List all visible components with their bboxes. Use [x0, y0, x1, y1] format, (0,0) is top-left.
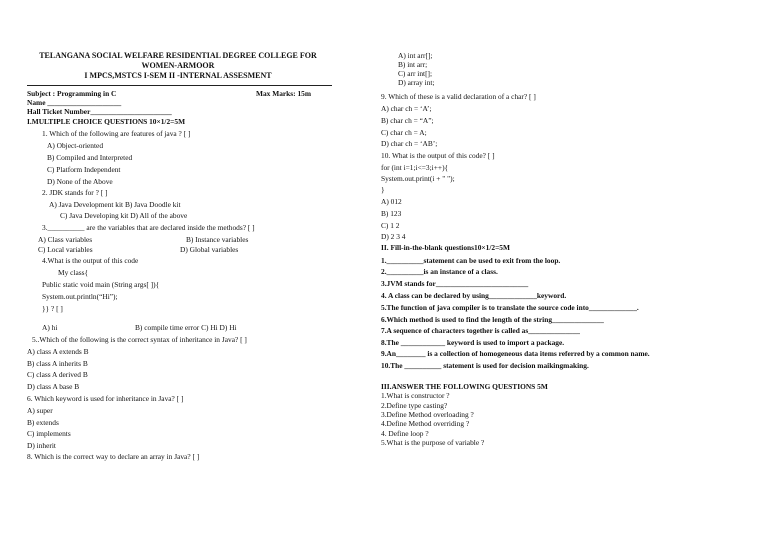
section-1-heading: I.MULTIPLE CHOICE QUESTIONS 10×1/2=5M [27, 117, 186, 126]
q4-code-line-1: My class{ [58, 268, 89, 277]
college-title-cont: WOMEN-ARMOOR [141, 61, 215, 70]
q10-option-c: C) 1 2 [381, 221, 400, 230]
fill-blank-5: 5.The function of java compiler is to translate the source code into_____________. [381, 303, 639, 312]
exam-title: I MPCS,MSTCS I-SEM II -INTERNAL ASSESMENT [84, 71, 272, 80]
q10-option-d: D) 2 3 4 [381, 232, 406, 241]
q9-option-a: A) char ch = ‘A’; [381, 104, 432, 113]
q10-option-b: B) 123 [381, 209, 402, 218]
section-3-heading: III.ANSWER THE FOLLOWING QUESTIONS 5M [381, 382, 548, 391]
q2-options-cd: C) Java Developing kit D) All of the above [60, 211, 188, 220]
short-question-4b: 4. Define loop ? [381, 429, 429, 438]
short-question-2: 2.Define type casting? [381, 401, 448, 410]
q9-option-b: B) char ch = “A”; [381, 116, 434, 125]
q4-code-line-3: System.out.println(“Hi”); [42, 292, 118, 301]
q1-option-d: D) None of the Above [47, 177, 113, 186]
q9-option-c: C) char ch = A; [381, 128, 427, 137]
q6-option-b: B) extends [27, 418, 59, 427]
question-1: 1. Which of the following are features of java ? [ ] [42, 129, 191, 138]
q10-code-line-2: System.out.print(i + " "); [381, 174, 455, 183]
fill-blank-3: 3.JVM stands for_________________________ [381, 279, 529, 288]
header-divider [27, 85, 332, 86]
q4-code-line-4: }} ? [ ] [42, 304, 63, 313]
fill-blank-1: 1.__________statement can be used to exit from the loop. [381, 256, 561, 265]
q8-option-a: A) int arr[]; [398, 51, 433, 60]
q3-option-b: B) Instance variables [186, 235, 249, 244]
q5-option-b: B) class A inherits B [27, 359, 88, 368]
question-4: 4.What is the output of this code [42, 256, 139, 265]
question-10: 10. What is the output of this code? [ ] [381, 151, 495, 160]
q8-option-d: D) array int; [398, 78, 435, 87]
q4-option-a: A) hi [42, 323, 58, 332]
q10-option-a: A) 012 [381, 197, 402, 206]
q6-option-c: C) implements [27, 429, 71, 438]
subject-label: Subject : Programming in C [27, 89, 117, 98]
q10-code-line-3: } [381, 185, 385, 194]
q6-option-a: A) super [27, 406, 53, 415]
fill-blank-7: 7.A sequence of characters together is called as______________ [381, 326, 580, 335]
college-title: TELANGANA SOCIAL WELFARE RESIDENTIAL DEGREE COLLEGE FOR [39, 51, 317, 60]
q2-options-ab: A) Java Development kit B) Java Doodle kit [49, 200, 181, 209]
question-5: 5..Which of the following is the correct syntax of inheritance in Java? [ ] [32, 335, 247, 344]
fill-blank-10: 10.The __________ statement is used for decision maikingmaking. [381, 361, 589, 370]
q5-option-d: D) class A base B [27, 382, 80, 391]
fill-blank-6: 6.Which method is used to find the length of the string______________ [381, 315, 604, 324]
hall-ticket-field: Hall Ticket Number______________________ [27, 107, 172, 116]
question-2: 2. JDK stands for ? [ ] [42, 188, 108, 197]
max-marks: Max Marks: 15m [256, 89, 312, 98]
section-2-heading: II. Fill-in-the-blank questions10×1/2=5M [381, 243, 510, 252]
q3-option-a: A) Class variables [38, 235, 93, 244]
q4-options-bcd: B) compile time error C) Hi D) Hi [135, 323, 237, 332]
short-question-1: 1.What is constructor ? [381, 391, 450, 400]
q3-option-d: D) Global variables [180, 245, 239, 254]
q9-option-d: D) char ch = ‘AB’; [381, 139, 438, 148]
q1-option-b: B) Compiled and Interpreted [47, 153, 133, 162]
fill-blank-2: 2.__________is an instance of a class. [381, 267, 498, 276]
q1-option-c: C) Platform Independent [47, 165, 121, 174]
q6-option-d: D) inherit [27, 441, 56, 450]
q4-code-line-2: Public static void main (String args[ ]){ [42, 280, 160, 289]
q1-option-a: A) Object-oriented [47, 141, 104, 150]
name-field: Name ____________________ [27, 98, 122, 107]
q3-option-c: C) Local variables [38, 245, 93, 254]
question-8: 8. Which is the correct way to declare an array in Java? [ ] [27, 452, 200, 461]
question-6: 6. Which keyword is used for inheritance in Java? [ ] [27, 394, 184, 403]
fill-blank-8: 8.The ____________ keyword is used to import a package. [381, 338, 565, 347]
q5-option-c: C) class A derived B [27, 370, 88, 379]
q10-code-line-1: for (int i=1;i<=3;i++){ [381, 163, 449, 172]
fill-blank-9: 9.An________ is a collection of homogeneous data items referred by a common name. [381, 349, 650, 358]
q8-option-c: C) arr int[]; [398, 69, 433, 78]
fill-blank-4: 4. A class can be declared by using_____________keyword. [381, 291, 567, 300]
short-question-4: 4.Define Method overriding ? [381, 419, 470, 428]
question-3: 3.__________ are the variables that are declared inside the methods? [ ] [42, 223, 255, 232]
short-question-3: 3.Define Method overloading ? [381, 410, 474, 419]
short-question-5: 5.What is the purpose of variable ? [381, 438, 485, 447]
q8-option-b: B) int arr; [398, 60, 428, 69]
q5-option-a: A) class A extends B [27, 347, 89, 356]
question-9: 9. Which of these is a valid declaration of a char? [ ] [381, 92, 536, 101]
